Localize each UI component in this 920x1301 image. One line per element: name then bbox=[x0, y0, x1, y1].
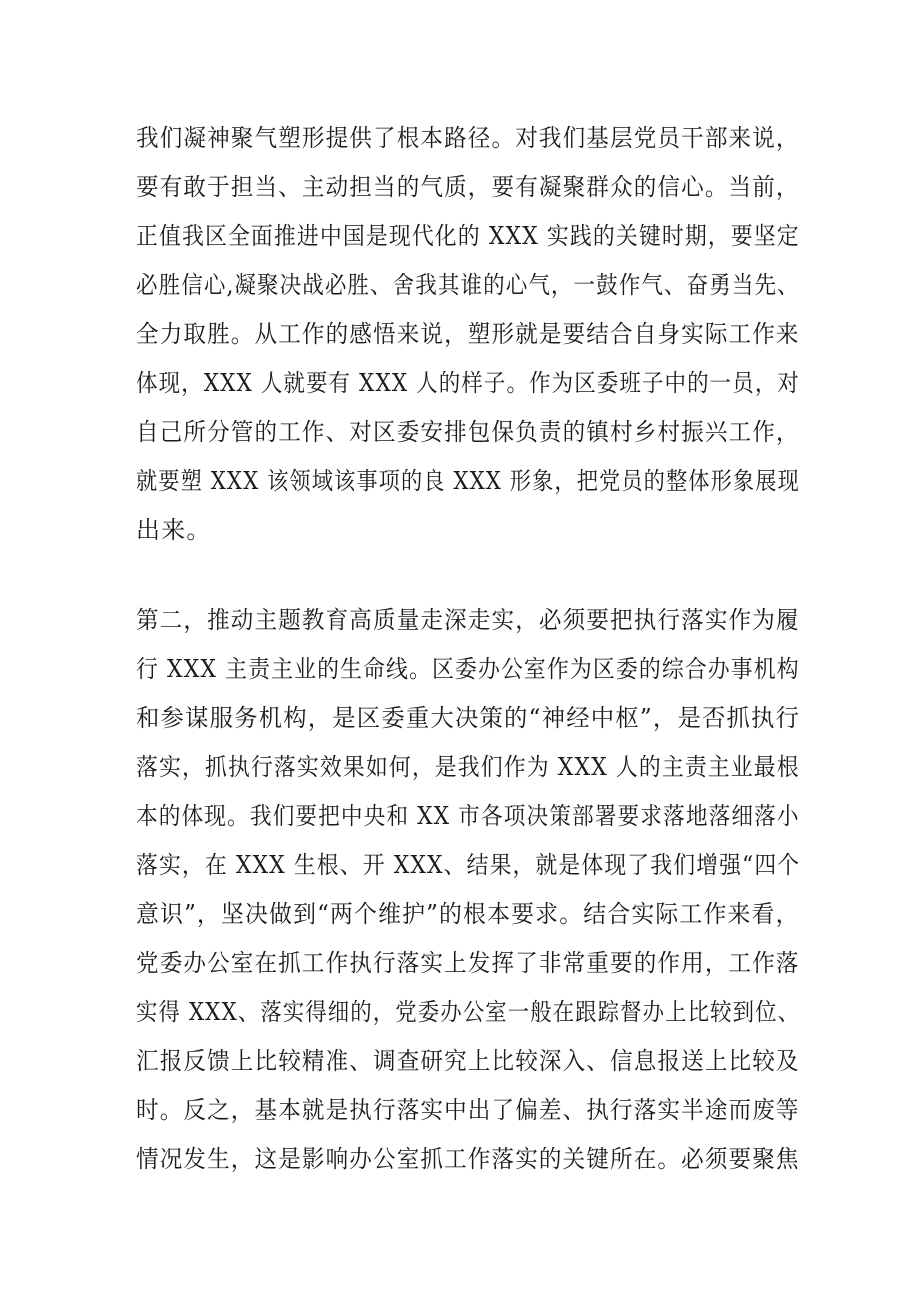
text-line: 体现，XXX 人就要有 XXX 人的样子。作为区委班子中的一员，对 bbox=[136, 369, 801, 397]
text-line: 本的体现。我们要把中央和 XX 市各项决策部署要求落地落细落小 bbox=[136, 802, 800, 830]
text-line: 情况发生，这是影响办公室抓工作落实的关键所在。必须要聚焦 bbox=[136, 1145, 800, 1173]
text-line: 党委办公室在抓工作执行落实上发挥了非常重要的作用，工作落 bbox=[136, 949, 800, 977]
text-line: 汇报反馈上比较精准、调查研究上比较深入、信息报送上比较及 bbox=[136, 1047, 800, 1075]
text-line: 全力取胜。从工作的感悟来说，塑形就是要结合自身实际工作来 bbox=[136, 320, 800, 348]
text-line: 第二，推动主题教育高质量走深走实，必须要把执行落实作为履 bbox=[136, 606, 800, 634]
text-line: 意识”，坚决做到“两个维护”的根本要求。结合实际工作来看， bbox=[136, 900, 800, 928]
text-line: 落实，在 XXX 生根、开 XXX、结果，就是体现了我们增强“四个 bbox=[136, 851, 801, 879]
text-line: 我们凝神聚气塑形提供了根本路径。对我们基层党员干部来说， bbox=[136, 124, 800, 152]
text-line: 行 XXX 主责主业的生命线。区委办公室作为区委的综合办事机构 bbox=[136, 655, 800, 683]
text-line: 要有敢于担当、主动担当的气质，要有凝聚群众的信心。当前， bbox=[136, 173, 800, 201]
text-line: 落实，抓执行落实效果如何，是我们作为 XXX 人的主责主业最根 bbox=[136, 753, 800, 781]
text-line: 和参谋服务机构，是区委重大决策的“神经中枢”，是否抓执行 bbox=[136, 704, 801, 732]
text-line: 就要塑 XXX 该领域该事项的良 XXX 形象，把党员的整体形象展现 bbox=[136, 467, 800, 495]
text-line: 实得 XXX、落实得细的，党委办公室一般在跟踪督办上比较到位、 bbox=[136, 998, 801, 1026]
text-line: 出来。 bbox=[136, 516, 212, 544]
text-line: 自己所分管的工作、对区委安排包保负责的镇村乡村振兴工作， bbox=[136, 418, 800, 446]
text-line: 正值我区全面推进中国是现代化的 XXX 实践的关键时期，要坚定 bbox=[136, 222, 800, 250]
text-line: 必胜信心,凝聚决战必胜、舍我其谁的心气，一鼓作气、奋勇当先、 bbox=[136, 271, 800, 299]
text-line: 时。反之，基本就是执行落实中出了偏差、执行落实半途而废等 bbox=[136, 1096, 800, 1124]
